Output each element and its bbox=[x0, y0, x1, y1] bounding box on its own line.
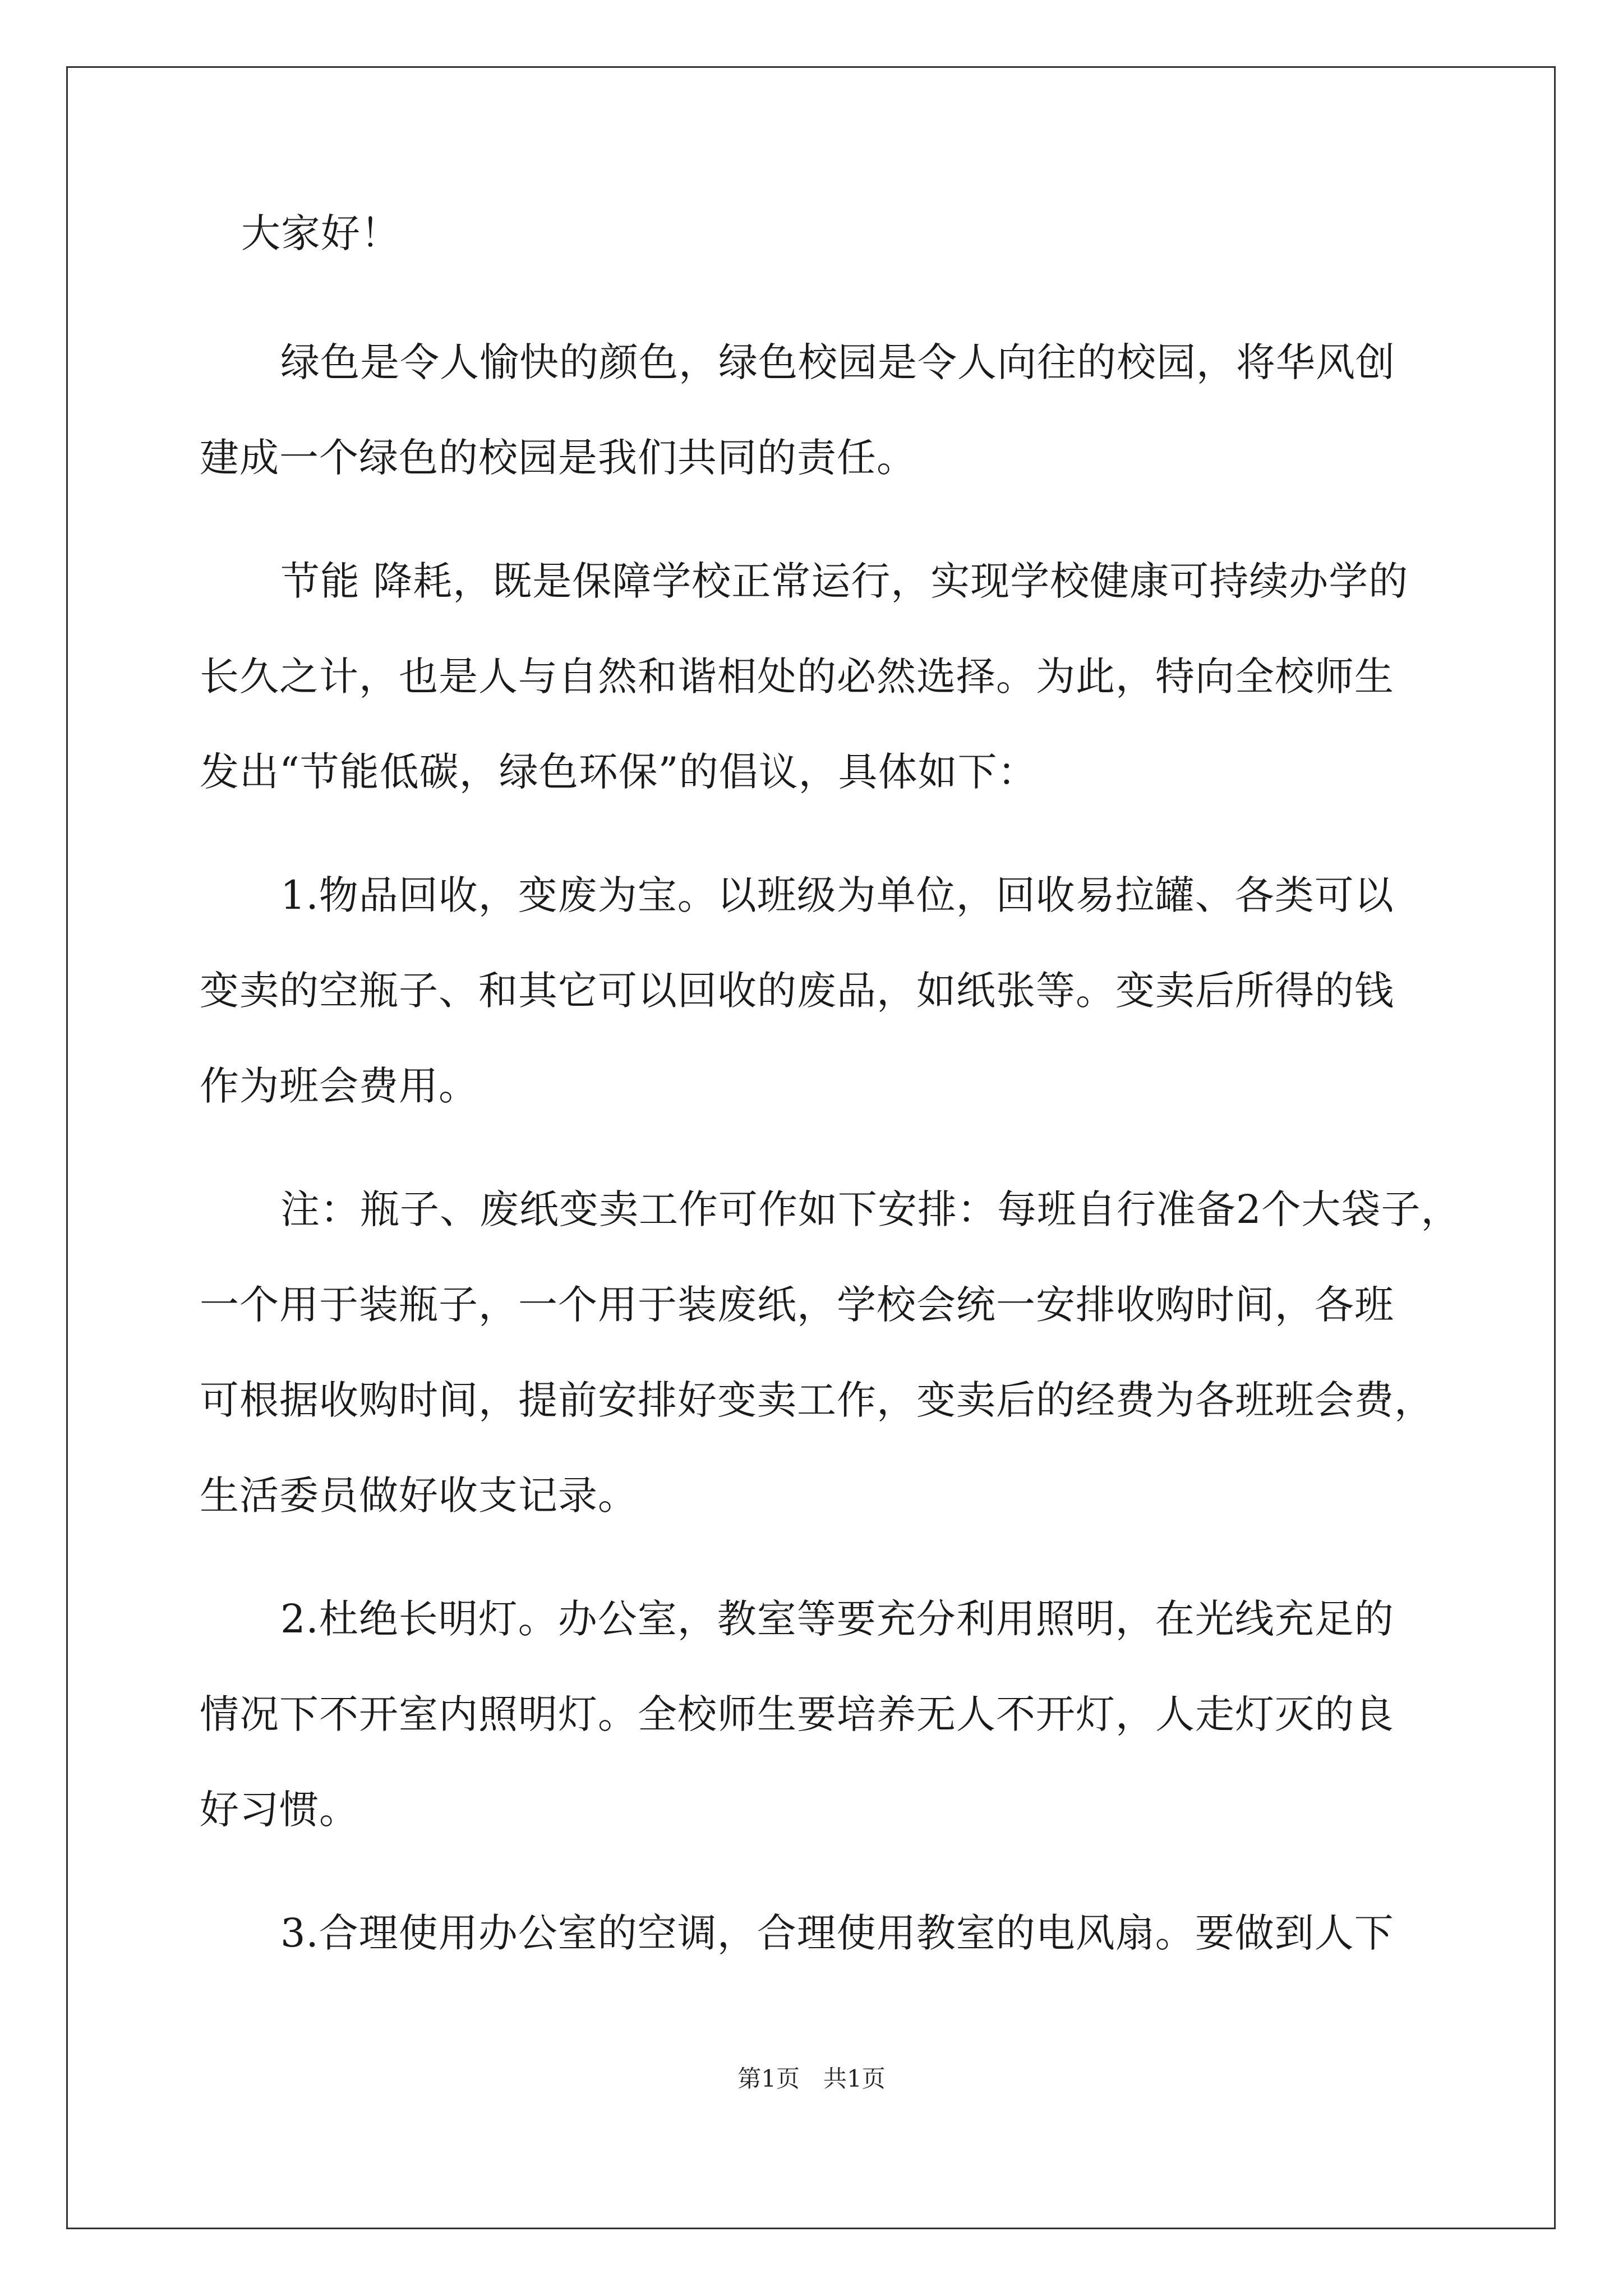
paragraph-1-line-1: 绿色是令人愉快的颜色，绿色校园是令人向往的校园，将华风创 bbox=[280, 339, 1395, 385]
item-2-line-2: 情况下不开室内照明灯。全校师生要培养无人不开灯，人走灯灭的良 bbox=[200, 1691, 1394, 1737]
item-2-line-3: 好习惯。 bbox=[200, 1787, 359, 1833]
note-line-2: 一个用于装瓶子，一个用于装废纸，学校会统一安排收购时间，各班 bbox=[200, 1282, 1394, 1328]
item-1-line-1: 1.物品回收，变废为宝。以班级为单位，回收易拉罐、各类可以 bbox=[280, 872, 1394, 918]
item-1-line-2: 变卖的空瓶子、和其它可以回收的废品，如纸张等。变卖后所得的钱 bbox=[200, 968, 1394, 1014]
item-3-line-1: 3.合理使用办公室的空调，合理使用教室的电风扇。要做到人下 bbox=[280, 1910, 1394, 1956]
greeting-line: 大家好！ bbox=[241, 210, 400, 256]
paragraph-2-line-2: 长久之计，也是人与自然和谐相处的必然选择。为此，特向全校师生 bbox=[200, 654, 1394, 700]
page-footer: 第1页 共1页 bbox=[737, 2065, 886, 2092]
paragraph-2-line-1: 节能 降耗，既是保障学校正常运行，实现学校健康可持续办学的 bbox=[280, 558, 1409, 604]
note-line-4: 生活委员做好收支记录。 bbox=[200, 1473, 638, 1519]
item-2-line-1: 2.杜绝长明灯。办公室，教室等要充分利用照明，在光线充足的 bbox=[280, 1596, 1394, 1642]
note-line-1: 注：瓶子、废纸变卖工作可作如下安排：每班自行准备2个大袋子， bbox=[280, 1186, 1461, 1232]
note-line-3: 可根据收购时间，提前安排好变卖工作，变卖后的经费为各班班会费， bbox=[200, 1377, 1434, 1423]
paragraph-2-line-3: 发出“节能低碳，绿色环保”的倡议，具体如下： bbox=[200, 749, 1038, 795]
item-1-line-3: 作为班会费用。 bbox=[200, 1063, 478, 1109]
paragraph-1-line-2: 建成一个绿色的校园是我们共同的责任。 bbox=[200, 435, 916, 481]
